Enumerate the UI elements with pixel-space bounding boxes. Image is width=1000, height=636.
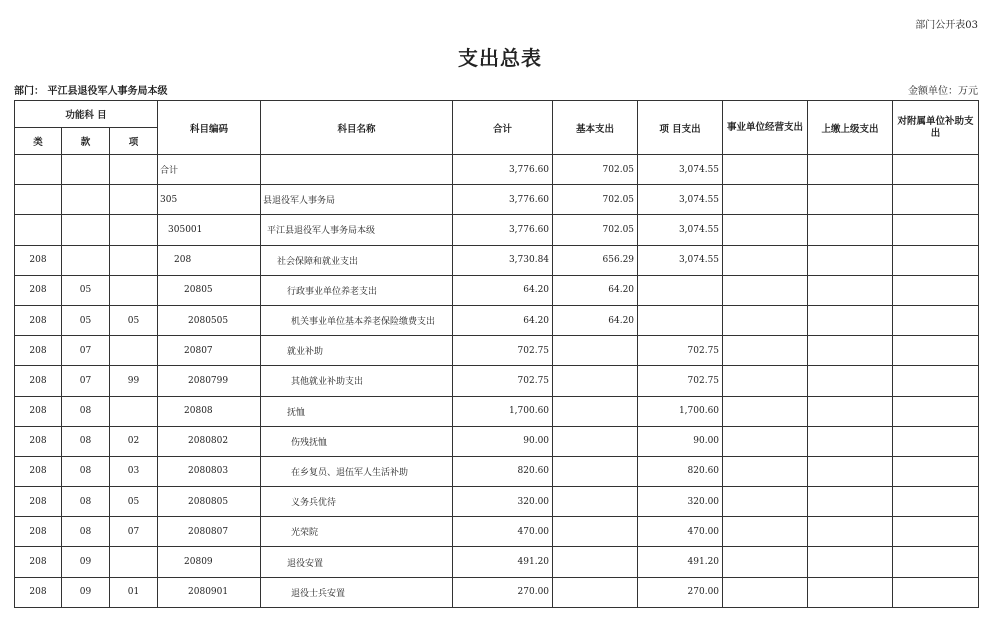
cell-subject-code: 2080799 (158, 366, 261, 396)
cell-upper (808, 305, 893, 335)
cell-total: 3,776.60 (453, 215, 553, 245)
cell-upper (808, 336, 893, 366)
cell-lei: 208 (15, 426, 62, 456)
cell-basic (553, 487, 638, 517)
cell-kuan: 08 (62, 487, 110, 517)
cell-subject-name (261, 155, 453, 185)
cell-project: 270.00 (638, 577, 723, 607)
cell-total: 270.00 (453, 577, 553, 607)
table-row (15, 456, 979, 486)
cell-upper (808, 396, 893, 426)
cell-subject-code: 20807 (158, 336, 261, 366)
cell-xiang (110, 547, 158, 577)
header-function-subject: 功能科 目 (15, 101, 158, 128)
cell-project: 702.75 (638, 336, 723, 366)
cell-business (723, 275, 808, 305)
cell-subsidy (893, 577, 979, 607)
cell-kuan: 08 (62, 456, 110, 486)
cell-business (723, 245, 808, 275)
cell-subject-name: 社会保障和就业支出 (261, 245, 453, 275)
cell-xiang (110, 215, 158, 245)
cell-total: 3,776.60 (453, 185, 553, 215)
cell-total: 64.20 (453, 275, 553, 305)
cell-business (723, 426, 808, 456)
cell-basic (553, 366, 638, 396)
cell-kuan: 08 (62, 396, 110, 426)
cell-total: 3,730.84 (453, 245, 553, 275)
cell-lei: 208 (15, 275, 62, 305)
cell-kuan: 08 (62, 517, 110, 547)
cell-lei (15, 185, 62, 215)
cell-subsidy (893, 215, 979, 245)
cell-subsidy (893, 426, 979, 456)
cell-lei (15, 155, 62, 185)
header-kuan: 款 (62, 128, 110, 155)
cell-subject-name: 伤残抚恤 (261, 426, 453, 456)
department-label: 部门： 平江县退役军人事务局本级 (14, 86, 168, 97)
cell-lei: 208 (15, 366, 62, 396)
header-subject-name: 科目名称 (261, 101, 453, 155)
cell-subject-name: 县退役军人事务局 (261, 185, 453, 215)
table-row (15, 547, 979, 577)
cell-upper (808, 426, 893, 456)
cell-upper (808, 577, 893, 607)
cell-business (723, 487, 808, 517)
cell-xiang: 03 (110, 456, 158, 486)
table-row (15, 215, 979, 245)
cell-subject-name: 平江县退役军人事务局本级 (261, 215, 453, 245)
cell-total: 470.00 (453, 517, 553, 547)
cell-upper (808, 275, 893, 305)
table-row (15, 487, 979, 517)
cell-project: 470.00 (638, 517, 723, 547)
cell-total: 1,700.60 (453, 396, 553, 426)
table-row (15, 336, 979, 366)
cell-lei: 208 (15, 336, 62, 366)
report-code-label: 部门公开表03 (915, 20, 978, 31)
cell-business (723, 547, 808, 577)
cell-basic: 702.05 (553, 185, 638, 215)
cell-project (638, 275, 723, 305)
cell-lei: 208 (15, 487, 62, 517)
cell-subject-code: 2080805 (158, 487, 261, 517)
cell-basic (553, 517, 638, 547)
header-total: 合计 (453, 101, 553, 155)
cell-subject-code: 208 (158, 245, 261, 275)
cell-subsidy (893, 487, 979, 517)
cell-upper (808, 215, 893, 245)
cell-upper (808, 245, 893, 275)
cell-basic: 64.20 (553, 275, 638, 305)
cell-subsidy (893, 275, 979, 305)
cell-xiang: 05 (110, 487, 158, 517)
cell-basic: 64.20 (553, 305, 638, 335)
cell-upper (808, 456, 893, 486)
cell-lei: 208 (15, 245, 62, 275)
cell-subject-name: 抚恤 (261, 396, 453, 426)
cell-kuan (62, 215, 110, 245)
cell-upper (808, 547, 893, 577)
cell-kuan: 07 (62, 336, 110, 366)
cell-subject-code: 2080802 (158, 426, 261, 456)
header-lei: 类 (15, 128, 62, 155)
cell-project: 3,074.55 (638, 185, 723, 215)
cell-basic (553, 426, 638, 456)
cell-xiang (110, 396, 158, 426)
cell-subsidy (893, 305, 979, 335)
cell-project: 3,074.55 (638, 155, 723, 185)
cell-xiang: 99 (110, 366, 158, 396)
cell-subject-code: 2080803 (158, 456, 261, 486)
amount-unit-label: 金额单位：万元 (908, 86, 978, 97)
table-row (15, 245, 979, 275)
cell-subject-code: 2080505 (158, 305, 261, 335)
cell-subject-code: 合计 (158, 155, 261, 185)
cell-kuan: 05 (62, 305, 110, 335)
cell-basic (553, 547, 638, 577)
cell-basic (553, 577, 638, 607)
cell-total: 3,776.60 (453, 155, 553, 185)
cell-basic: 702.05 (553, 215, 638, 245)
cell-kuan: 08 (62, 426, 110, 456)
table-row (15, 185, 979, 215)
cell-subject-name: 退役士兵安置 (261, 577, 453, 607)
cell-subsidy (893, 366, 979, 396)
cell-basic: 656.29 (553, 245, 638, 275)
page-title: 支出总表 (458, 46, 542, 70)
cell-upper (808, 366, 893, 396)
cell-xiang: 01 (110, 577, 158, 607)
cell-subsidy (893, 155, 979, 185)
cell-upper (808, 487, 893, 517)
table-row (15, 426, 979, 456)
cell-subject-code: 20805 (158, 275, 261, 305)
table-row (15, 366, 979, 396)
cell-total: 702.75 (453, 336, 553, 366)
cell-basic: 702.05 (553, 155, 638, 185)
cell-subsidy (893, 245, 979, 275)
cell-subject-name: 机关事业单位基本养老保险缴费支出 (261, 305, 453, 335)
header-xiang: 项 (110, 128, 158, 155)
cell-xiang (110, 336, 158, 366)
table-row (15, 155, 979, 185)
cell-project: 1,700.60 (638, 396, 723, 426)
header-upper-payment: 上缴上级支出 (808, 101, 893, 155)
cell-xiang (110, 275, 158, 305)
table-row (15, 275, 979, 305)
cell-total: 90.00 (453, 426, 553, 456)
cell-basic (553, 336, 638, 366)
header-subsidiary-subsidy: 对附属单位补助支出 (893, 101, 979, 155)
cell-business (723, 366, 808, 396)
table-row (15, 396, 979, 426)
cell-xiang (110, 185, 158, 215)
cell-subject-code: 20808 (158, 396, 261, 426)
cell-kuan (62, 185, 110, 215)
cell-business (723, 215, 808, 245)
cell-subsidy (893, 547, 979, 577)
cell-lei: 208 (15, 305, 62, 335)
cell-project: 702.75 (638, 366, 723, 396)
cell-xiang: 07 (110, 517, 158, 547)
header-project-expenditure: 项 目支出 (638, 101, 723, 155)
cell-business (723, 517, 808, 547)
cell-subject-name: 其他就业补助支出 (261, 366, 453, 396)
cell-upper (808, 155, 893, 185)
cell-kuan (62, 155, 110, 185)
cell-kuan: 05 (62, 275, 110, 305)
cell-xiang (110, 155, 158, 185)
cell-project: 820.60 (638, 456, 723, 486)
cell-kuan (62, 245, 110, 275)
cell-subject-code: 2080807 (158, 517, 261, 547)
table-row (15, 517, 979, 547)
cell-xiang: 02 (110, 426, 158, 456)
cell-business (723, 336, 808, 366)
cell-total: 320.00 (453, 487, 553, 517)
cell-business (723, 396, 808, 426)
cell-subject-name: 就业补助 (261, 336, 453, 366)
cell-lei: 208 (15, 517, 62, 547)
cell-business (723, 577, 808, 607)
cell-total: 64.20 (453, 305, 553, 335)
cell-business (723, 456, 808, 486)
cell-lei (15, 215, 62, 245)
cell-subject-code: 305 (158, 185, 261, 215)
cell-project: 320.00 (638, 487, 723, 517)
cell-subsidy (893, 336, 979, 366)
cell-subject-name: 退役安置 (261, 547, 453, 577)
cell-business (723, 155, 808, 185)
cell-upper (808, 517, 893, 547)
cell-subject-name: 义务兵优待 (261, 487, 453, 517)
cell-subject-code: 2080901 (158, 577, 261, 607)
cell-lei: 208 (15, 577, 62, 607)
cell-subject-name: 在乡复员、退伍军人生活补助 (261, 456, 453, 486)
cell-xiang (110, 245, 158, 275)
cell-total: 702.75 (453, 366, 553, 396)
cell-basic (553, 456, 638, 486)
cell-project: 3,074.55 (638, 245, 723, 275)
cell-project: 3,074.55 (638, 215, 723, 245)
cell-subject-name: 行政事业单位养老支出 (261, 275, 453, 305)
cell-total: 820.60 (453, 456, 553, 486)
cell-lei: 208 (15, 456, 62, 486)
cell-total: 491.20 (453, 547, 553, 577)
cell-business (723, 305, 808, 335)
cell-lei: 208 (15, 396, 62, 426)
cell-kuan: 09 (62, 547, 110, 577)
cell-subsidy (893, 517, 979, 547)
cell-subsidy (893, 185, 979, 215)
cell-subject-name: 光荣院 (261, 517, 453, 547)
header-business-expenditure: 事业单位经营支出 (723, 101, 808, 155)
cell-project (638, 305, 723, 335)
expenditure-table (14, 100, 979, 608)
cell-subject-code: 20809 (158, 547, 261, 577)
cell-upper (808, 185, 893, 215)
cell-subsidy (893, 396, 979, 426)
header-subject-code: 科目编码 (158, 101, 261, 155)
header-basic-expenditure: 基本支出 (553, 101, 638, 155)
cell-kuan: 09 (62, 577, 110, 607)
cell-subject-code: 305001 (158, 215, 261, 245)
cell-lei: 208 (15, 547, 62, 577)
cell-kuan: 07 (62, 366, 110, 396)
cell-basic (553, 396, 638, 426)
cell-business (723, 185, 808, 215)
cell-subsidy (893, 456, 979, 486)
cell-xiang: 05 (110, 305, 158, 335)
cell-project: 90.00 (638, 426, 723, 456)
table-row (15, 305, 979, 335)
cell-project: 491.20 (638, 547, 723, 577)
table-row (15, 577, 979, 607)
